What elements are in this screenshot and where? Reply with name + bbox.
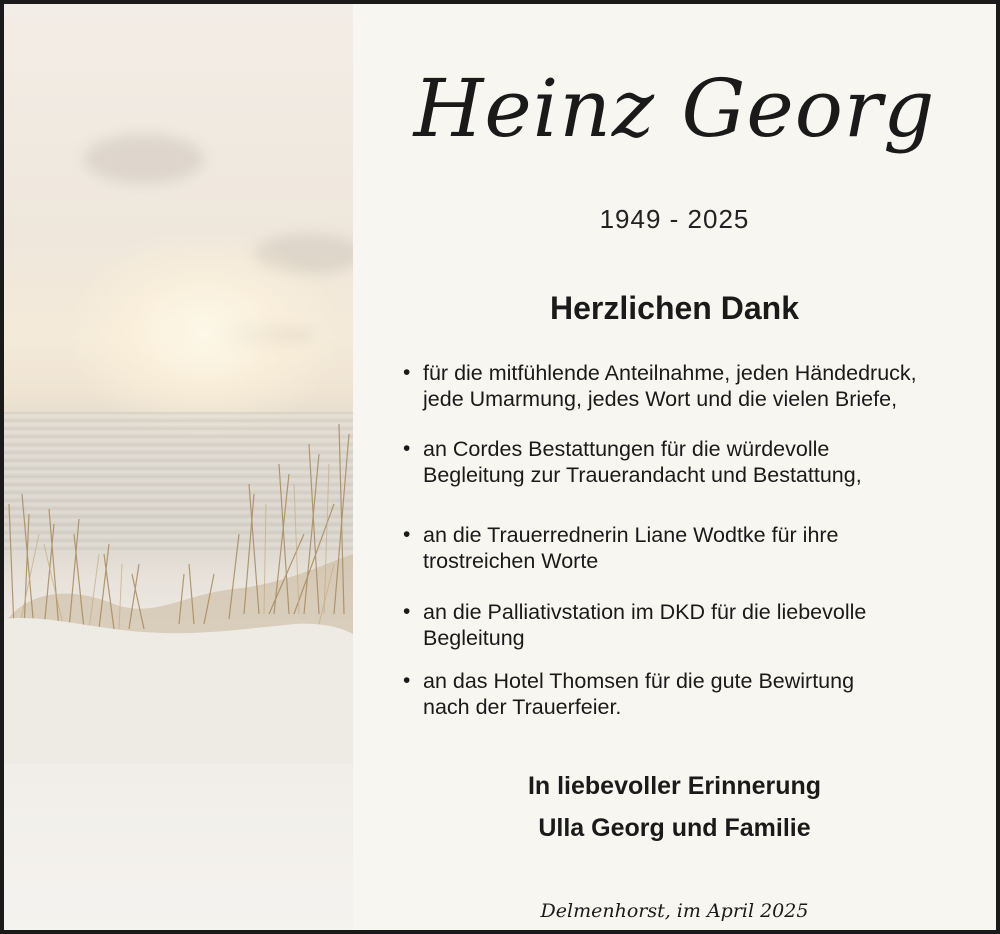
list-item-text: an die Palliativstation im DKD für die liebevolle Begleitung bbox=[423, 600, 867, 650]
list-item-text: an Cordes Bestattungen für die würdevolle Begleitung zur Trauerandacht und Bestattung, bbox=[423, 437, 862, 487]
bullet: • bbox=[403, 523, 411, 546]
list-item-text: für die mitfühlende Anteilnahme, jeden Händedruck, jede Umarmung, jedes Wort und die vielen Briefe, bbox=[423, 361, 917, 411]
bullet: • bbox=[403, 361, 411, 384]
notice-content bbox=[353, 4, 996, 930]
list-item bbox=[403, 360, 983, 412]
signoff-family: Ulla Georg und Familie bbox=[538, 814, 811, 842]
signoff-remembrance: In liebevoller Erinnerung bbox=[527, 772, 822, 800]
list-item bbox=[403, 668, 983, 720]
place-date: Delmenhorst, im April 2025 bbox=[540, 900, 809, 922]
list-item bbox=[403, 599, 983, 651]
list-item-text: an das Hotel Thomsen für die gute Bewirtung nach der Trauerfeier. bbox=[423, 669, 855, 719]
list-item bbox=[403, 436, 983, 488]
bullet: • bbox=[403, 669, 411, 692]
bullet: • bbox=[403, 600, 411, 623]
thanks-heading: Herzlichen Dank bbox=[550, 290, 799, 326]
list-item-text: an die Trauerrednerin Liane Wodtke für ihre trostreichen Worte bbox=[423, 523, 839, 573]
life-dates: 1949 - 2025 bbox=[599, 204, 750, 234]
bullet: • bbox=[403, 437, 411, 460]
list-item bbox=[403, 522, 983, 574]
deceased-name: Heinz Georg bbox=[413, 62, 936, 155]
beach-dunes-photo bbox=[4, 4, 353, 930]
